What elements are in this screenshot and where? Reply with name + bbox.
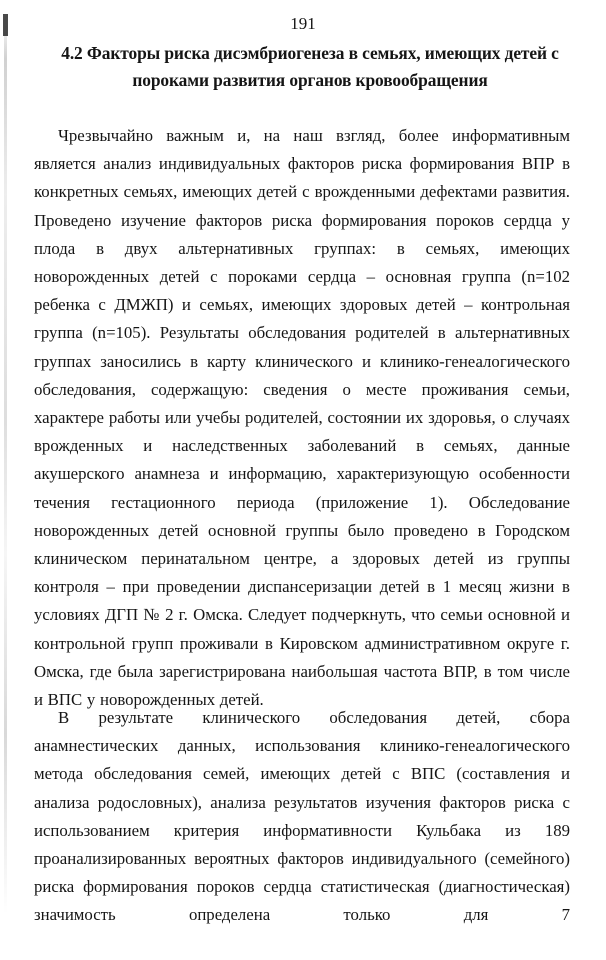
paragraph-text: Чрезвычайно важным и, на наш взгляд, более информативным является анализ индивидуальных факторов риска формирования ВПР в конкретных семьях, имеющих детей с врожденными дефектами развития. Проведено изучение факторов риска формирования пороков сердца у плода в двух альтернативных группах: в семьях, имеющих новорожденных детей с пороками сердца – основная группа (n=102 ребенка с ДМЖП) и семьях, имеющих здоровых детей – контрольная группа (n=105). Результаты обследования родителей в альтернативных группах заносились в карту клинического и клинико-генеалогического обследования, содержащую: сведения о месте проживания семьи, характере работы или учебы родителей, состоянии их здоровья, о случаях врожденных и наследственных заболеваний в семьях, данные акушерского анамнеза и информацию, характеризующую особенности течения гестационного периода (приложение 1). Обследование новорожденных детей основной группы было проведено в Городском клиническом перинатальном центре, а здоровых детей из группы контроля – при проведении диспансеризации детей в 1 месяц жизни в условиях ДГП № 2 г. Омска. Следует подчеркнуть, что семьи основной и контрольной групп проживали в Кировском административном округе г. Омска, где была зарегистрирована наибольшая частота ВПР, в том числе и ВПС у новорожденных детей. <box>34 126 570 710</box>
paragraph-text: В результате клинического обследования детей, сбора анамнестических данных, использования клинико-генеалогического метода обследования семей, имеющих детей с ВПС (составления и анализа родословных), анализа результатов изучения факторов риска с использованием критерия информативности Кульбака из 189 проанализированных вероятных факторов индивидуального (семейного) риска формирования пороков сердца статистическая (диагностическая) значимость определена только для 7 <box>34 708 570 925</box>
page-number: 191 <box>290 14 316 33</box>
body-paragraph-1 <box>34 122 570 714</box>
body-paragraph-2 <box>34 704 570 930</box>
section-heading: 4.2 Факторы риска дисэмбриогенеза в семьях, имеющих детей с пороками развития органов кровообращения <box>61 43 559 90</box>
binding-edge-shadow <box>4 14 7 914</box>
